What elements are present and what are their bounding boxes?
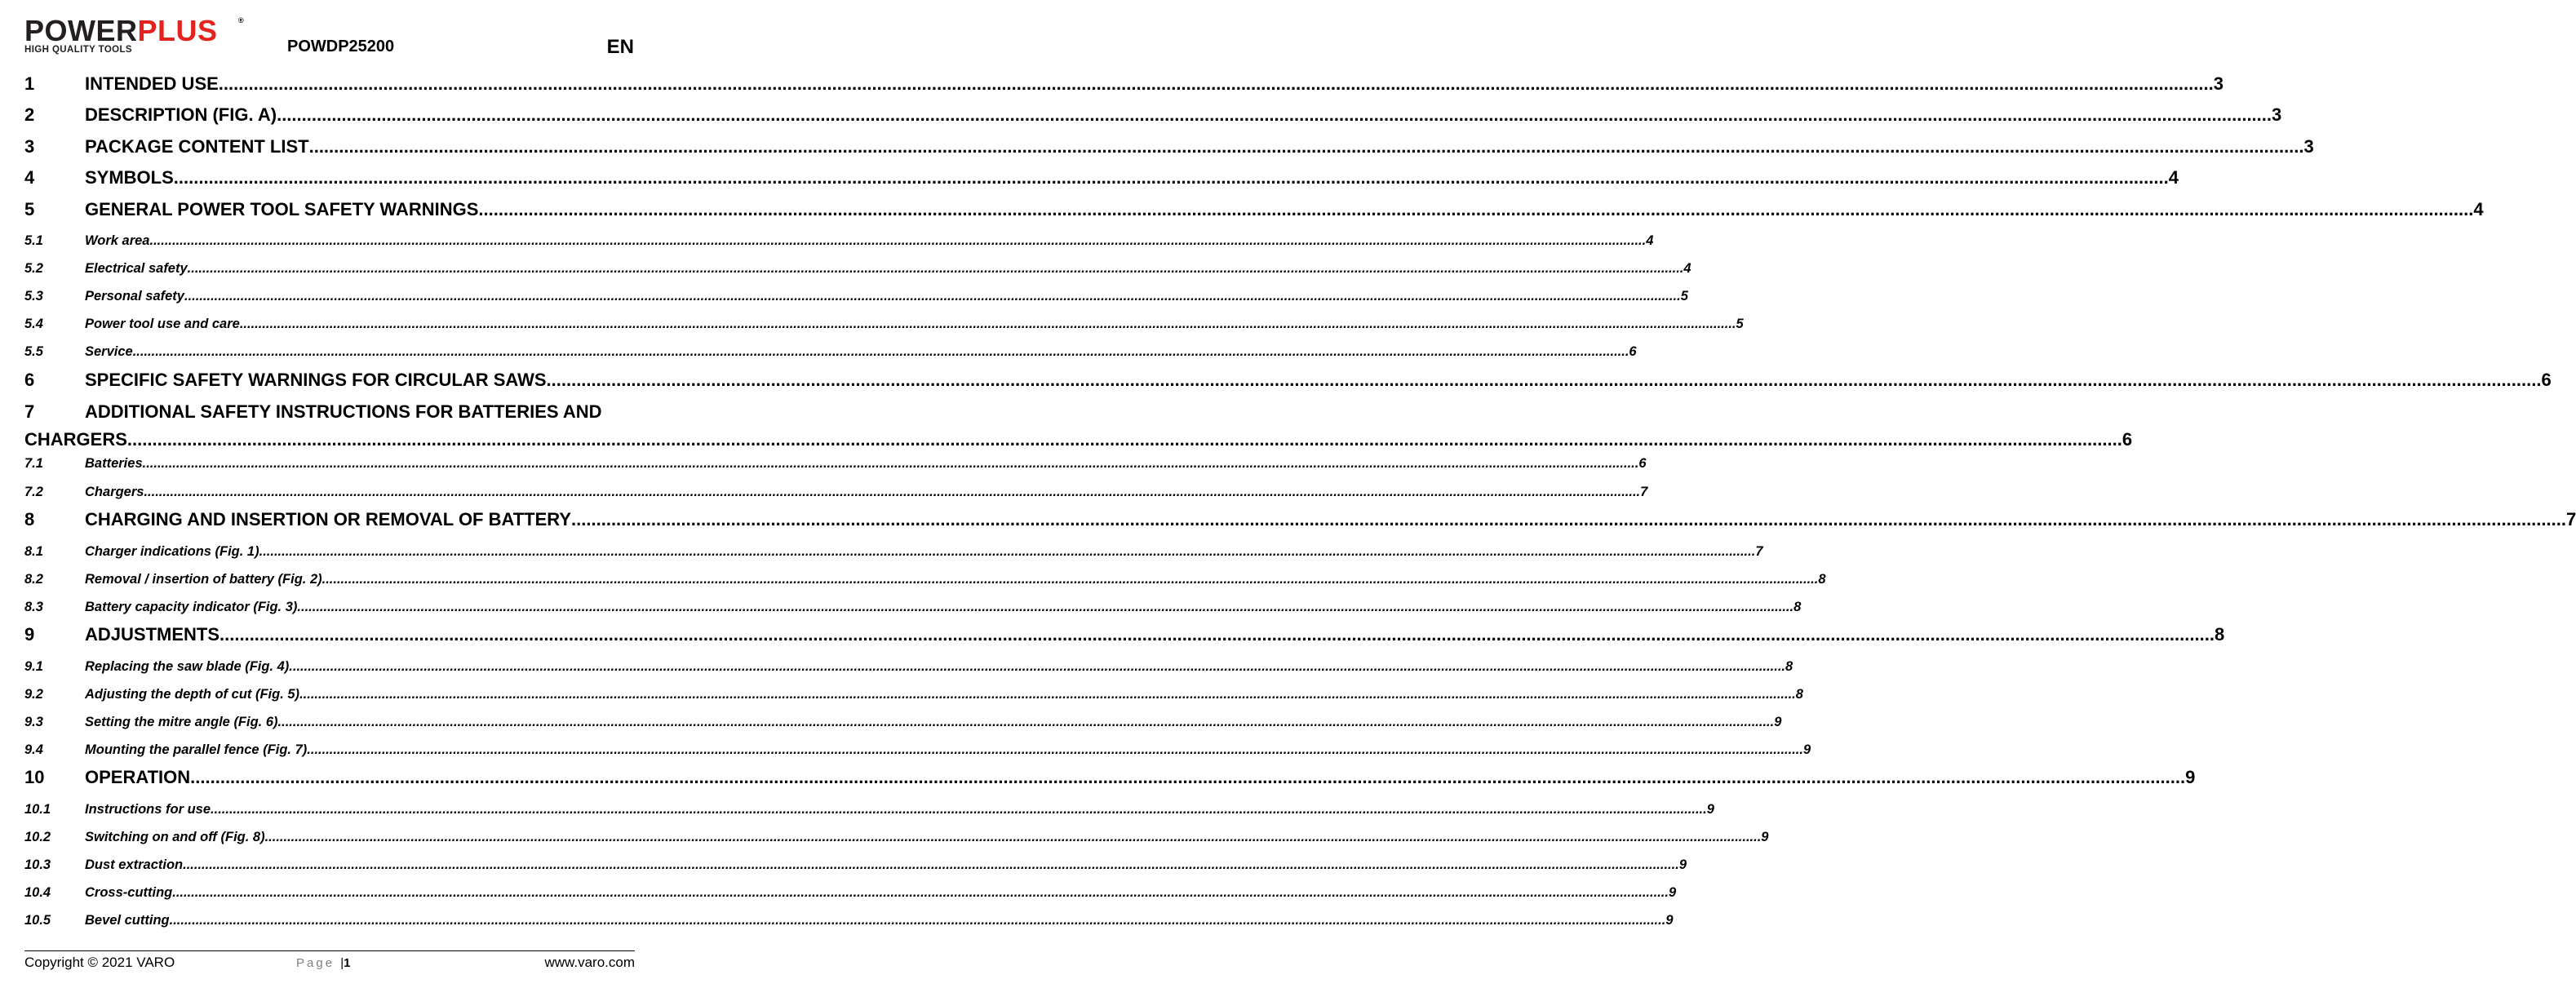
toc-subentry[interactable] — [24, 314, 1744, 334]
toc-subentry[interactable] — [24, 569, 1826, 589]
toc-subentry[interactable] — [24, 286, 1688, 306]
toc-title: Setting the mitre angle (Fig. 6) — [85, 715, 278, 729]
toc-page-number: 6 — [2122, 429, 2133, 450]
toc-subentry[interactable] — [24, 454, 1647, 473]
toc-title: SPECIFIC SAFETY WARNINGS FOR CIRCULAR SAWS — [85, 370, 547, 390]
toc-page-number: 3 — [2272, 104, 2282, 125]
toc-page-number: 4 — [1683, 261, 1691, 276]
toc-title: Electrical safety — [85, 261, 188, 276]
language-code: EN — [606, 36, 634, 58]
dot-leader: ................................................................................................................................................................................................................................................................................................................................................................................................................ — [183, 857, 1679, 872]
toc-page-number: 5 — [1680, 289, 1688, 303]
toc-number: 9.2 — [24, 687, 43, 702]
toc-entry[interactable] — [24, 197, 2484, 222]
toc-title: Dust extraction — [85, 857, 184, 872]
toc-subentry[interactable] — [24, 259, 1691, 278]
toc-title: ADJUSTMENTS — [85, 624, 220, 645]
toc-number: 10.1 — [24, 802, 51, 817]
toc-entry[interactable] — [24, 368, 2552, 392]
toc-page-number: 3 — [2213, 73, 2224, 94]
toc-number: 5.3 — [24, 289, 43, 303]
toc-title: Replacing the saw blade (Fig. 4) — [85, 659, 290, 674]
dot-leader: ................................................................................................................................................................................................................................................................................................................................................................................................................ — [149, 233, 1647, 248]
dot-leader: ................................................................................................................................................................................................................................................................................................................................................................................................................ — [571, 509, 2566, 529]
footer-divider — [24, 950, 635, 951]
dot-leader: ................................................................................................................................................................................................................................................................................................................................................................................................................ — [259, 544, 1756, 559]
toc-page-number: 9 — [1774, 715, 1782, 729]
toc-title: SYMBOLS — [85, 167, 174, 188]
toc-number: 9 — [24, 624, 35, 645]
toc-title: Removal / insertion of battery (Fig. 2) — [85, 572, 322, 587]
dot-leader: ................................................................................................................................................................................................................................................................................................................................................................................................................ — [187, 261, 1684, 276]
toc-number: 10.5 — [24, 913, 51, 928]
toc-subentry[interactable] — [24, 910, 1674, 930]
toc-number: 5.2 — [24, 261, 43, 276]
toc-page-number: 5 — [1736, 317, 1744, 331]
toc-page-number: 4 — [2473, 199, 2484, 219]
toc-number: 8 — [24, 509, 35, 529]
dot-leader: ................................................................................................................................................................................................................................................................................................................................................................................................................ — [218, 73, 2214, 94]
toc-page-number: 9 — [1678, 857, 1687, 872]
toc-page-number: 6 — [1629, 344, 1637, 359]
dot-leader: ................................................................................................................................................................................................................................................................................................................................................................................................................ — [307, 742, 1803, 757]
dot-leader: ................................................................................................................................................................................................................................................................................................................................................................................................................ — [169, 913, 1666, 928]
toc-subentry[interactable] — [24, 712, 1782, 732]
toc-entry[interactable] — [24, 135, 2314, 159]
toc-subentry[interactable] — [24, 482, 1648, 502]
toc-subentry[interactable] — [24, 740, 1811, 760]
toc-page-number: 9 — [1761, 830, 1769, 844]
toc-subentry[interactable] — [24, 231, 1654, 250]
copyright-text: Copyright © 2021 VARO — [24, 955, 175, 970]
dot-leader: ................................................................................................................................................................................................................................................................................................................................................................................................................ — [142, 456, 1639, 471]
toc-number: 9.1 — [24, 659, 43, 674]
toc-subentry[interactable] — [24, 342, 1637, 361]
toc-entry[interactable] — [24, 166, 2179, 190]
toc-number: 8.3 — [24, 600, 43, 614]
toc-entry[interactable] — [24, 765, 2196, 790]
toc-number: 9.4 — [24, 742, 43, 757]
registered-mark: ® — [238, 16, 244, 24]
dot-leader: ................................................................................................................................................................................................................................................................................................................................................................................................................ — [211, 802, 1707, 817]
toc-number: 2 — [24, 104, 35, 125]
dot-leader: ................................................................................................................................................................................................................................................................................................................................................................................................................ — [184, 289, 1681, 303]
toc-number: 10.4 — [24, 885, 51, 900]
page-number: 1 — [344, 956, 351, 970]
toc-number: 4 — [24, 167, 35, 188]
toc-subentry[interactable] — [24, 597, 1802, 617]
dot-leader: ................................................................................................................................................................................................................................................................................................................................................................................................................ — [308, 136, 2304, 157]
toc-number: 5.5 — [24, 344, 43, 359]
toc-title: Work area — [85, 233, 150, 248]
logo-plus-text: PLUS — [137, 14, 218, 47]
toc-title: Adjusting the depth of cut (Fig. 5) — [85, 687, 300, 702]
dot-leader: ................................................................................................................................................................................................................................................................................................................................................................................................................ — [173, 167, 2169, 188]
toc-title: Chargers — [85, 485, 144, 499]
toc-page-number: 6 — [2541, 370, 2552, 390]
toc-page-number: 7 — [2565, 509, 2576, 529]
toc-subentry[interactable] — [24, 827, 1769, 847]
toc-page-number: 9 — [2185, 767, 2196, 787]
toc-subentry[interactable] — [24, 685, 1803, 704]
toc-title: DESCRIPTION (FIG. A) — [85, 104, 277, 125]
page-word: Page — [296, 956, 335, 970]
toc-number: 5.1 — [24, 233, 43, 248]
toc-title: Instructions for use — [85, 802, 211, 817]
logo — [24, 16, 245, 55]
website-text: www.varo.com — [544, 955, 635, 970]
logo-wordmark — [24, 16, 245, 46]
dot-leader: ................................................................................................................................................................................................................................................................................................................................................................................................................ — [219, 624, 2215, 645]
toc-number: 7.1 — [24, 456, 43, 471]
toc-number: 10.2 — [24, 830, 51, 844]
toc-page-number: 8 — [1795, 687, 1803, 702]
toc-entry[interactable] — [24, 400, 2133, 450]
toc-title: Service — [85, 344, 133, 359]
toc-title: Batteries — [85, 456, 143, 471]
toc-title: PACKAGE CONTENT LIST — [85, 136, 309, 157]
dot-leader: ................................................................................................................................................................................................................................................................................................................................................................................................................ — [144, 485, 1641, 499]
toc-subentry[interactable] — [24, 657, 1793, 676]
toc-page-number: 8 — [1818, 572, 1826, 587]
page-indicator — [296, 956, 350, 970]
toc-title: Switching on and off (Fig. 8) — [85, 830, 265, 844]
toc-page-number: 7 — [1755, 544, 1763, 559]
toc-number: 7 — [24, 401, 35, 422]
toc-number: 10 — [24, 767, 45, 787]
toc-number: 5 — [24, 199, 35, 219]
toc-entry[interactable] — [24, 72, 2224, 96]
toc-title: INTENDED USE — [85, 73, 219, 94]
toc-number: 3 — [24, 136, 35, 157]
dot-leader: ................................................................................................................................................................................................................................................................................................................................................................................................................ — [172, 885, 1669, 900]
toc-number: 7.2 — [24, 485, 43, 499]
dot-leader: ................................................................................................................................................................................................................................................................................................................................................................................................................ — [289, 659, 1785, 674]
toc-title: GENERAL POWER TOOL SAFETY WARNINGS — [85, 199, 479, 219]
toc-title: Mounting the parallel fence (Fig. 7) — [85, 742, 308, 757]
toc-title: Personal safety — [85, 289, 184, 303]
dot-leader: ................................................................................................................................................................................................................................................................................................................................................................................................................ — [264, 830, 1762, 844]
toc-number: 1 — [24, 73, 35, 94]
dot-leader: ................................................................................................................................................................................................................................................................................................................................................................................................................ — [239, 317, 1736, 331]
model-number: POWDP25200 — [287, 38, 395, 55]
toc-number: 9.3 — [24, 715, 43, 729]
toc-entry[interactable] — [24, 103, 2282, 127]
toc-page-number: 9 — [1802, 742, 1811, 757]
toc-number: 6 — [24, 370, 35, 390]
toc-page-number: 7 — [1640, 485, 1648, 499]
toc-number: 8.1 — [24, 544, 43, 559]
toc-entry[interactable] — [24, 622, 2225, 647]
toc-page-number: 6 — [1638, 456, 1647, 471]
logo-power-text: POWER — [24, 14, 138, 47]
toc-entry[interactable] — [24, 507, 2576, 532]
toc-title: Cross-cutting — [85, 885, 173, 900]
toc-page-number: 8 — [1785, 659, 1793, 674]
toc-page-number: 9 — [1706, 802, 1714, 817]
toc-page-number: 4 — [1646, 233, 1654, 248]
toc-page-number: 8 — [1793, 600, 1802, 614]
toc-number: 10.3 — [24, 857, 51, 872]
toc-page-number: 4 — [2168, 167, 2179, 188]
dot-leader: ................................................................................................................................................................................................................................................................................................................................................................................................................ — [299, 687, 1796, 702]
toc-page-number: 9 — [1668, 885, 1677, 900]
dot-leader: ................................................................................................................................................................................................................................................................................................................................................................................................................ — [190, 767, 2186, 787]
page-separator: | — [340, 956, 344, 970]
toc-page-number: 8 — [2214, 624, 2225, 645]
dot-leader: ................................................................................................................................................................................................................................................................................................................................................................................................................ — [277, 715, 1775, 729]
dot-leader: ................................................................................................................................................................................................................................................................................................................................................................................................................ — [126, 429, 2122, 450]
toc-title: CHARGING AND INSERTION OR REMOVAL OF BATTERY — [85, 509, 572, 529]
toc-title: OPERATION — [85, 767, 191, 787]
dot-leader: ................................................................................................................................................................................................................................................................................................................................................................................................................ — [277, 104, 2272, 125]
dot-leader: ................................................................................................................................................................................................................................................................................................................................................................................................................ — [321, 572, 1819, 587]
toc-page-number: 3 — [2303, 136, 2314, 157]
toc-title-continued: CHARGERS — [24, 429, 127, 450]
toc-title: Charger indications (Fig. 1) — [85, 544, 259, 559]
toc-title: Power tool use and care — [85, 317, 240, 331]
toc-subentry[interactable] — [24, 800, 1714, 819]
toc-number: 5.4 — [24, 317, 43, 331]
toc-title: Battery capacity indicator (Fig. 3) — [85, 600, 298, 614]
toc-subentry[interactable] — [24, 883, 1677, 902]
dot-leader: ................................................................................................................................................................................................................................................................................................................................................................................................................ — [546, 370, 2542, 390]
toc-page-number: 9 — [1665, 913, 1674, 928]
dot-leader: ................................................................................................................................................................................................................................................................................................................................................................................................................ — [132, 344, 1629, 359]
dot-leader: ................................................................................................................................................................................................................................................................................................................................................................................................................ — [478, 199, 2474, 219]
toc-title: Bevel cutting — [85, 913, 170, 928]
toc-number: 8.2 — [24, 572, 43, 587]
toc-subentry[interactable] — [24, 855, 1687, 875]
logo-tagline: HIGH QUALITY TOOLS — [24, 45, 133, 55]
toc-subentry[interactable] — [24, 542, 1763, 561]
toc-title: ADDITIONAL SAFETY INSTRUCTIONS FOR BATTERIES AND — [85, 401, 602, 422]
dot-leader: ................................................................................................................................................................................................................................................................................................................................................................................................................ — [297, 600, 1794, 614]
